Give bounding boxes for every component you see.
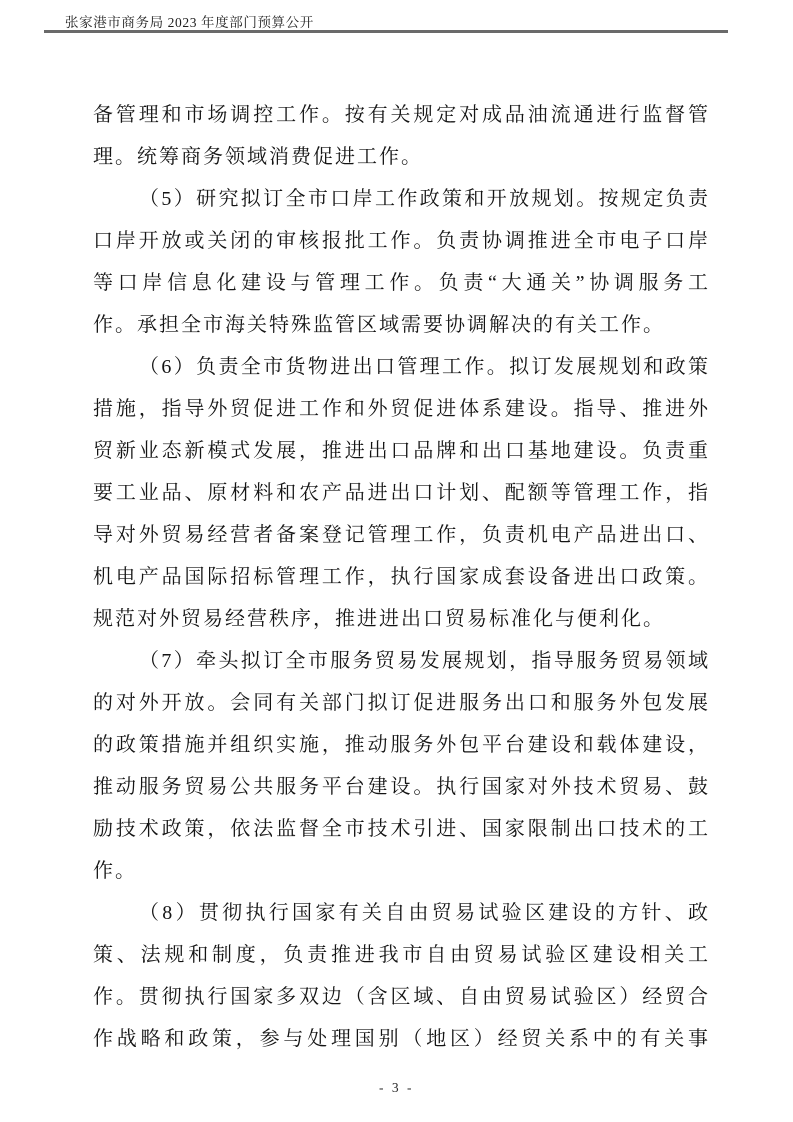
- text-line: 备管理和市场调控工作。按有关规定对成品油流通进行监督管: [93, 104, 710, 126]
- text-line: 贸新业态新模式发展，推进出口品牌和出口基地建设。负责重: [93, 440, 710, 462]
- paragraph: [93, 94, 710, 178]
- header-title: 张家港市商务局 2023 年度部门预算公开: [65, 15, 314, 30]
- text-line: 作。: [93, 860, 137, 882]
- document-body: [93, 94, 710, 1060]
- text-line: 口岸开放或关闭的审核报批工作。负责协调推进全市电子口岸: [93, 230, 710, 252]
- text-line: 作战略和政策，参与处理国别（地区）经贸关系中的有关事: [93, 1028, 710, 1050]
- text-line: （6）负责全市货物进出口管理工作。拟订发展规划和政策: [139, 356, 710, 378]
- text-line: 理。统筹商务领域消费促进工作。: [93, 146, 423, 168]
- text-line: 的政策措施并组织实施，推动服务外包平台建设和载体建设，: [93, 734, 710, 756]
- text-line: （7）牵头拟订全市服务贸易发展规划，指导服务贸易领域: [139, 650, 710, 672]
- text-line: 策、法规和制度，负责推进我市自由贸易试验区建设相关工: [93, 944, 710, 966]
- text-line: 措施，指导外贸促进工作和外贸促进体系建设。指导、推进外: [93, 398, 710, 420]
- text-line: 导对外贸易经营者备案登记管理工作，负责机电产品进出口、: [93, 524, 710, 546]
- paragraph: [93, 892, 710, 1060]
- text-line: 作。贯彻执行国家多双边（含区域、自由贸易试验区）经贸合: [93, 986, 710, 1008]
- paragraph: [93, 178, 710, 346]
- text-line: 的对外开放。会同有关部门拟订促进服务出口和服务外包发展: [93, 692, 710, 714]
- text-line: 规范对外贸易经营秩序，推进进出口贸易标准化与便利化。: [93, 608, 665, 630]
- paragraph: [93, 640, 710, 892]
- text-line: 励技术政策，依法监督全市技术引进、国家限制出口技术的工: [93, 818, 710, 840]
- paragraph: [93, 346, 710, 640]
- text-line: 机电产品国际招标管理工作，执行国家成套设备进出口政策。: [93, 566, 710, 588]
- text-line: 等口岸信息化建设与管理工作。负责“大通关”协调服务工: [93, 272, 710, 294]
- text-line: 推动服务贸易公共服务平台建设。执行国家对外技术贸易、鼓: [93, 776, 710, 798]
- text-line: （5）研究拟订全市口岸工作政策和开放规划。按规定负责: [139, 188, 710, 210]
- text-line: 要工业品、原材料和农产品进出口计划、配额等管理工作，指: [93, 482, 710, 504]
- page-number: - 3 -: [379, 1080, 414, 1095]
- text-line: 作。承担全市海关特殊监管区域需要协调解决的有关工作。: [93, 314, 665, 336]
- text-line: （8）贯彻执行国家有关自由贸易试验区建设的方针、政: [139, 902, 710, 924]
- page-footer: [0, 1080, 793, 1096]
- header-rule: [44, 30, 728, 33]
